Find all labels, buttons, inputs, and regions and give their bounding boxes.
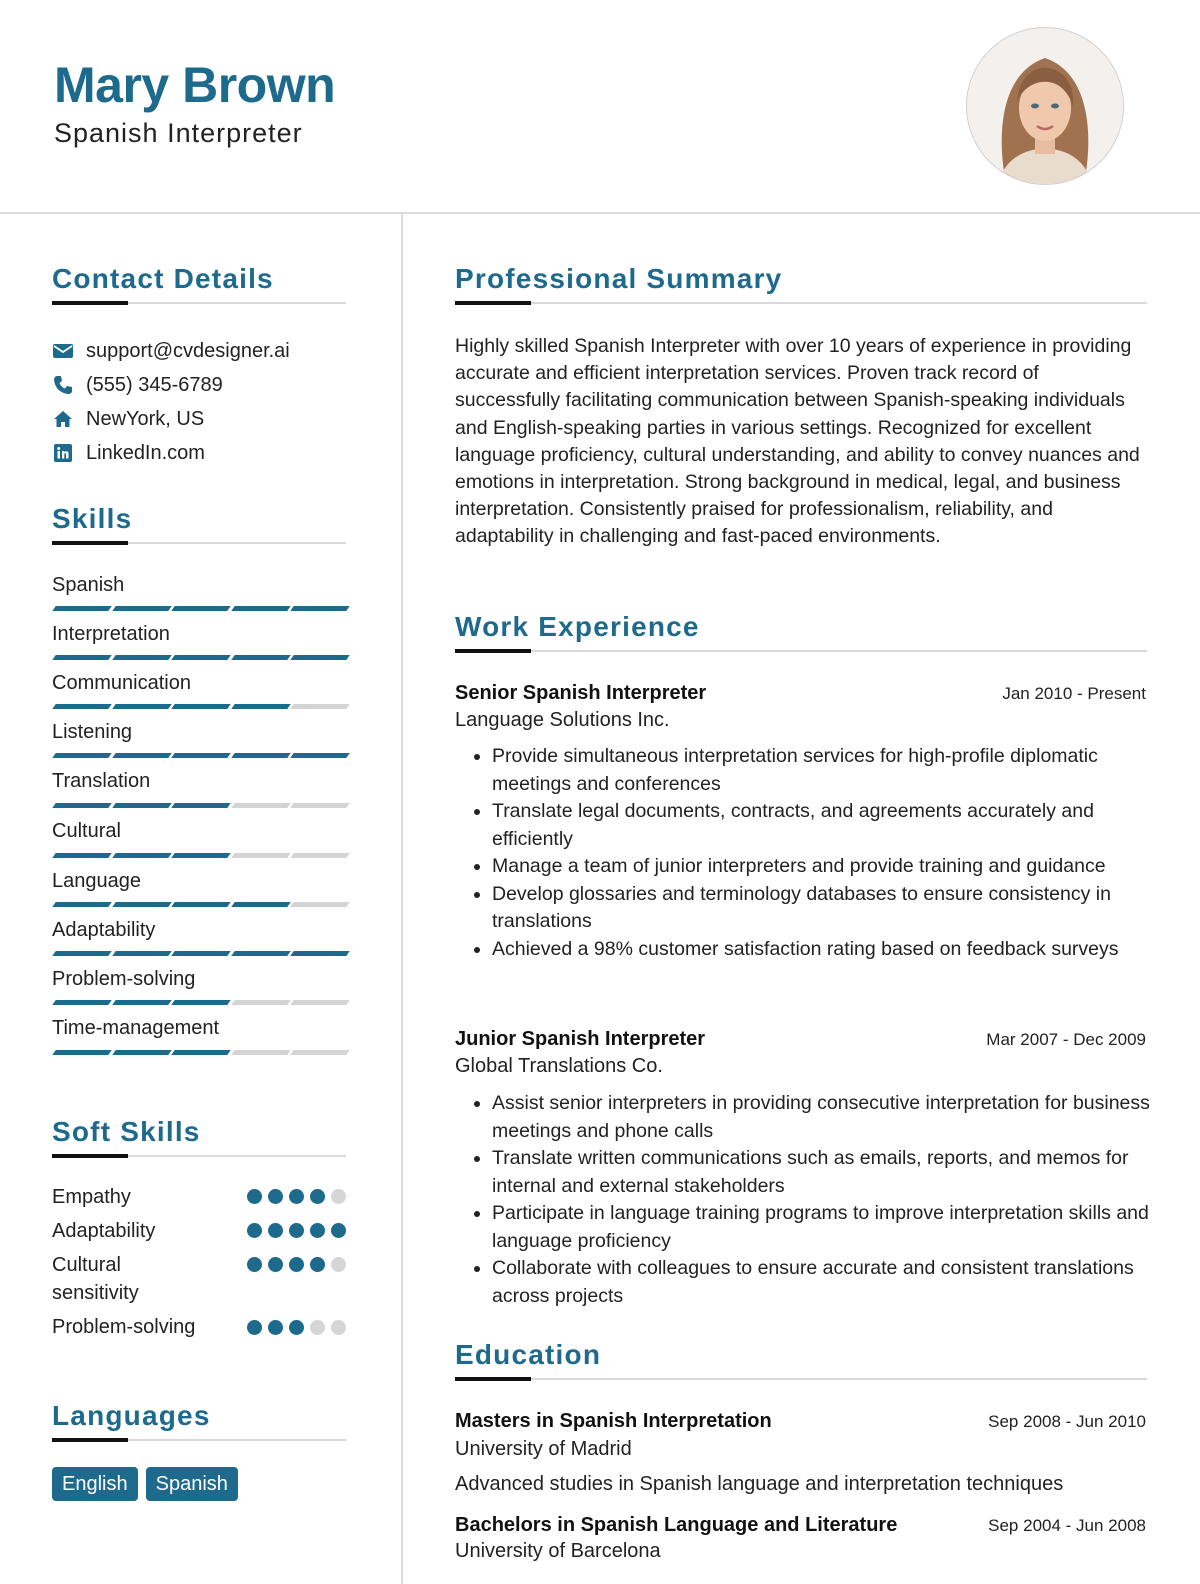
skill-bar-segment-filled: [112, 803, 171, 808]
education-school: University of Barcelona: [455, 1540, 661, 1562]
skill-bar-segment-filled: [52, 1000, 111, 1005]
rating-dot-filled: [331, 1223, 346, 1238]
skill-bar-segment-filled: [171, 704, 230, 709]
contact-phone: [52, 372, 223, 398]
contact-email: [52, 338, 290, 364]
skill-bar-segment-filled: [52, 606, 111, 611]
skill-bar-segment-filled: [231, 902, 290, 907]
skill-bar-segment-filled: [112, 902, 171, 907]
skill-label: Listening: [52, 721, 133, 743]
job-bullet-list: [470, 1090, 1172, 1310]
home-icon: [52, 408, 74, 430]
skills-heading-rule: [52, 542, 346, 544]
profile-photo: [966, 27, 1124, 185]
skill-bar: [54, 951, 348, 957]
skill-bar-segment-filled: [52, 1050, 111, 1055]
skill-bar: [54, 655, 348, 661]
job-dates: Mar 2007 - Dec 2009: [986, 1030, 1146, 1049]
education-dates: Sep 2004 - Jun 2008: [988, 1516, 1146, 1535]
soft-skill-rating: [247, 1223, 346, 1238]
education-heading-rule: [455, 1378, 1147, 1380]
phone-icon: [52, 374, 74, 396]
skill-bar-segment-filled: [112, 753, 171, 758]
rating-dot-filled: [268, 1223, 283, 1238]
skill-bar-segment-empty: [291, 853, 350, 858]
experience-heading: Work Experience: [455, 611, 700, 642]
summary-heading: Professional Summary: [455, 263, 783, 294]
job-bullet: • Provide simultaneous interpretation services for high-profile diplomatic meetings and conferences: [492, 743, 1172, 798]
job-bullet: • Collaborate with colleagues to ensure accurate and consistent translations across projects: [492, 1255, 1172, 1310]
skill-bar-segment-filled: [171, 1000, 230, 1005]
skill-label: Cultural: [52, 820, 121, 842]
soft-skill-rating: [247, 1189, 346, 1204]
resume-header: [0, 0, 1200, 214]
rating-dot-filled: [268, 1189, 283, 1204]
skill-bar-segment-filled: [112, 1050, 171, 1055]
contact-email-text[interactable]: support@cvdesigner.ai: [86, 339, 290, 362]
rating-dot-filled: [247, 1223, 262, 1238]
language-tags: [52, 1467, 238, 1501]
contact-linkedin-text[interactable]: LinkedIn.com: [86, 441, 205, 464]
skill-bar-segment-filled: [171, 803, 230, 808]
rating-dot-empty: [310, 1320, 325, 1335]
summary-text: Highly skilled Spanish Interpreter with over 10 years of experience in providing accurate and efficient interpretation services. Proven track record of successfully facilitating communication between Spanish-speaking individuals and English-speaking parties in various settings. Recognized for excellent language proficiency, cultural understanding, and ability to convey nuances and emotions in interpretation. Strong background in medical, legal, and business interpretation. Consistently praised for professionalism, reliability, and adaptability in challenging and fast-paced environments.: [455, 335, 1140, 548]
rating-dot-filled: [247, 1189, 262, 1204]
candidate-title: Spanish Interpreter: [54, 118, 303, 148]
rating-dot-filled: [247, 1257, 262, 1272]
skill-bar-segment-filled: [112, 606, 171, 611]
skill-bar-segment-empty: [231, 853, 290, 858]
skill-bar-segment-filled: [291, 753, 350, 758]
rating-dot-filled: [289, 1223, 304, 1238]
rating-dot-filled: [289, 1320, 304, 1335]
skill-bar-segment-filled: [52, 704, 111, 709]
skill-bar-segment-filled: [112, 951, 171, 956]
soft-skills-heading-rule: [52, 1155, 346, 1157]
skill-bar-segment-filled: [112, 655, 171, 660]
job-bullet: • Participate in language training programs to improve interpretation skills and language proficiency: [492, 1200, 1172, 1255]
contact-phone-text[interactable]: (555) 345-6789: [86, 373, 223, 396]
skill-bar-segment-filled: [171, 606, 230, 611]
rating-dot-filled: [310, 1257, 325, 1272]
job-bullet: • Achieved a 98% customer satisfaction rating based on feedback surveys: [492, 936, 1172, 964]
skill-bar: [54, 1000, 348, 1006]
skills-heading: Skills: [52, 503, 133, 534]
education-degree: Masters in Spanish Interpretation: [455, 1410, 772, 1432]
skill-bar: [54, 704, 348, 710]
languages-heading: Languages: [52, 1400, 211, 1431]
skill-bar-segment-filled: [112, 1000, 171, 1005]
rating-dot-filled: [289, 1257, 304, 1272]
soft-skill-label: Cultural sensitivity: [52, 1254, 139, 1304]
skill-bar-segment-filled: [171, 753, 230, 758]
skill-bar-segment-filled: [171, 1050, 230, 1055]
contact-heading: Contact Details: [52, 263, 274, 294]
skill-bar: [54, 753, 348, 759]
skill-bar-segment-filled: [112, 853, 171, 858]
skill-label: Communication: [52, 672, 191, 694]
rating-dot-filled: [268, 1320, 283, 1335]
skill-bar-segment-filled: [52, 655, 111, 660]
skill-bar-segment-filled: [291, 951, 350, 956]
soft-skill-rating: [247, 1320, 346, 1335]
job-title: Senior Spanish Interpreter: [455, 682, 707, 704]
rating-dot-filled: [310, 1223, 325, 1238]
rating-dot-filled: [289, 1189, 304, 1204]
job-bullet: • Translate written communications such as emails, reports, and memos for internal and external stakeholders: [492, 1145, 1172, 1200]
skill-label: Time-management: [52, 1017, 220, 1039]
language-tag: English: [52, 1467, 138, 1501]
skill-bar-segment-filled: [231, 606, 290, 611]
skill-bar-segment-empty: [291, 704, 350, 709]
skill-bar-segment-empty: [231, 1050, 290, 1055]
job-bullet: • Manage a team of junior interpreters and provide training and guidance: [492, 853, 1172, 881]
column-divider: [401, 212, 403, 1584]
skill-bar-segment-filled: [231, 704, 290, 709]
rating-dot-empty: [331, 1320, 346, 1335]
skill-bar: [54, 1050, 348, 1056]
portrait-image: [967, 28, 1123, 184]
skill-bar-segment-filled: [231, 753, 290, 758]
skill-bar-segment-filled: [171, 853, 230, 858]
skill-bar-segment-filled: [291, 655, 350, 660]
skill-bar-segment-filled: [52, 853, 111, 858]
job-bullet-list: [470, 743, 1172, 963]
rating-dot-empty: [331, 1189, 346, 1204]
language-tag: Spanish: [146, 1467, 238, 1501]
candidate-name: Mary Brown: [54, 57, 336, 113]
job-bullet: • Develop glossaries and terminology databases to ensure consistency in translations: [492, 881, 1172, 936]
envelope-icon: [52, 340, 74, 362]
skill-label: Translation: [52, 770, 151, 792]
skill-bar-segment-filled: [112, 704, 171, 709]
soft-skill-label: Empathy: [52, 1186, 131, 1208]
skill-label: Problem-solving: [52, 968, 196, 990]
rating-dot-filled: [310, 1189, 325, 1204]
summary-heading-rule: [455, 302, 1147, 304]
skill-label: Adaptability: [52, 919, 156, 941]
education-heading: Education: [455, 1339, 602, 1370]
education-dates: Sep 2008 - Jun 2010: [988, 1412, 1146, 1431]
contact-location-text: NewYork, US: [86, 407, 205, 430]
education-description: Advanced studies in Spanish language and interpretation techniques: [455, 1473, 1064, 1495]
job-company: Language Solutions Inc.: [455, 709, 670, 731]
skill-bar-segment-filled: [231, 655, 290, 660]
skill-bar-segment-filled: [52, 753, 111, 758]
skill-label: Language: [52, 870, 141, 892]
job-company: Global Translations Co.: [455, 1055, 663, 1077]
job-bullet: • Assist senior interpreters in providing consecutive interpretation for business meetings and phone calls: [492, 1090, 1172, 1145]
job-title: Junior Spanish Interpreter: [455, 1028, 706, 1050]
skill-bar: [54, 606, 348, 612]
rating-dot-empty: [331, 1257, 346, 1272]
contact-heading-rule: [52, 302, 346, 304]
skill-bar-segment-empty: [291, 1050, 350, 1055]
experience-heading-rule: [455, 650, 1147, 652]
rating-dot-filled: [247, 1320, 262, 1335]
skill-bar-segment-empty: [291, 1000, 350, 1005]
soft-skill-label: Adaptability: [52, 1220, 156, 1242]
rating-dot-filled: [268, 1257, 283, 1272]
skill-bar-segment-filled: [291, 606, 350, 611]
skill-bar-segment-empty: [291, 902, 350, 907]
skill-bar-segment-filled: [171, 951, 230, 956]
skill-bar-segment-filled: [231, 951, 290, 956]
skill-bar-segment-filled: [171, 902, 230, 907]
skill-bar: [54, 902, 348, 908]
soft-skill-label: Problem-solving: [52, 1316, 196, 1338]
skill-label: Interpretation: [52, 623, 170, 645]
job-dates: Jan 2010 - Present: [1002, 684, 1146, 703]
skill-bar-segment-empty: [291, 803, 350, 808]
soft-skills-heading: Soft Skills: [52, 1116, 201, 1147]
skill-bar: [54, 803, 348, 809]
linkedin-icon: [52, 442, 74, 464]
education-school: University of Madrid: [455, 1438, 632, 1460]
soft-skill-rating: [247, 1257, 346, 1272]
education-degree: Bachelors in Spanish Language and Literature: [455, 1514, 898, 1536]
contact-linkedin: [52, 440, 205, 466]
languages-heading-rule: [52, 1439, 346, 1441]
skill-bar-segment-filled: [52, 951, 111, 956]
skill-bar-segment-filled: [171, 655, 230, 660]
skill-bar-segment-filled: [52, 902, 111, 907]
skill-bar-segment-empty: [231, 1000, 290, 1005]
skill-label: Spanish: [52, 574, 125, 596]
skill-bar-segment-filled: [52, 803, 111, 808]
contact-location: [52, 406, 204, 432]
skill-bar-segment-empty: [231, 803, 290, 808]
job-bullet: • Translate legal documents, contracts, and agreements accurately and efficiently: [492, 798, 1172, 853]
skill-bar: [54, 853, 348, 859]
